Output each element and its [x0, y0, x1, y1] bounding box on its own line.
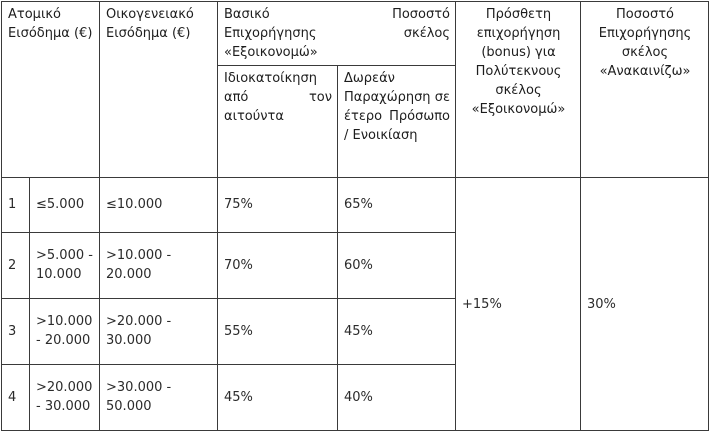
header-bonus-text: Πρόσθετη επιχορήγηση (bonus) για Πολύτεκνους σκέλος «Εξοικονομώ»	[471, 7, 566, 117]
individual-income-cell: >5.000 - 10.000	[30, 232, 100, 298]
owner-occupied-cell: 55%	[218, 298, 338, 364]
basic-grant-word-5: «Εξοικονομώ»	[224, 45, 318, 60]
basic-grant-word-2: Ποσοστό	[392, 7, 451, 22]
row-index: 1	[2, 178, 30, 232]
family-income-cell: >10.000 - 20.000	[100, 232, 218, 298]
header-family-income	[100, 2, 218, 178]
free-concession-cell: 60%	[338, 232, 456, 298]
family-income-cell: >30.000 - 50.000	[100, 364, 218, 430]
header-renovation	[581, 2, 709, 178]
individual-income-cell: ≤5.000	[30, 178, 100, 232]
owner-occupied-cell: 45%	[218, 364, 338, 430]
grant-rates-table	[1, 1, 709, 431]
basic-grant-word-1: Βασικό	[224, 7, 270, 22]
header-bonus	[456, 2, 581, 178]
row-index: 4	[2, 364, 30, 430]
free-concession-cell: 45%	[338, 298, 456, 364]
header-free-concession	[338, 66, 456, 178]
individual-income-cell: >10.000 - 20.000	[30, 298, 100, 364]
owner-occupied-cell: 75%	[218, 178, 338, 232]
header-owner-occupied-text: Ιδιοκατοίκηση από τον αιτούντα	[224, 71, 333, 125]
family-income-cell: >20.000 - 30.000	[100, 298, 218, 364]
bonus-cell: +15%	[456, 178, 581, 431]
basic-grant-word-3: Επιχορήγησης	[224, 26, 317, 41]
individual-income-cell: >20.000 - 30.000	[30, 364, 100, 430]
table-row	[2, 178, 709, 232]
row-index: 3	[2, 298, 30, 364]
renovation-cell: 30%	[581, 178, 709, 431]
owner-occupied-cell: 70%	[218, 232, 338, 298]
free-concession-cell: 65%	[338, 178, 456, 232]
header-free-concession-text: Δωρεάν Παραχώρηση σε έτερο Πρόσωπο / Ενοικίαση	[344, 71, 451, 144]
free-concession-cell: 40%	[338, 364, 456, 430]
header-individual-income-text: Ατομικό Εισόδημα (€)	[8, 7, 93, 41]
header-renovation-text: Ποσοστό Επιχορήγησης σκέλος «Ανακαινίζω»	[598, 7, 692, 79]
header-owner-occupied	[218, 66, 338, 178]
basic-grant-word-4: σκέλος	[403, 26, 451, 41]
header-basic-grant	[218, 2, 456, 66]
row-index: 2	[2, 232, 30, 298]
header-family-income-text: Οικογενειακό Εισόδημα (€)	[106, 7, 194, 41]
family-income-cell: ≤10.000	[100, 178, 218, 232]
header-individual-income	[2, 2, 100, 178]
